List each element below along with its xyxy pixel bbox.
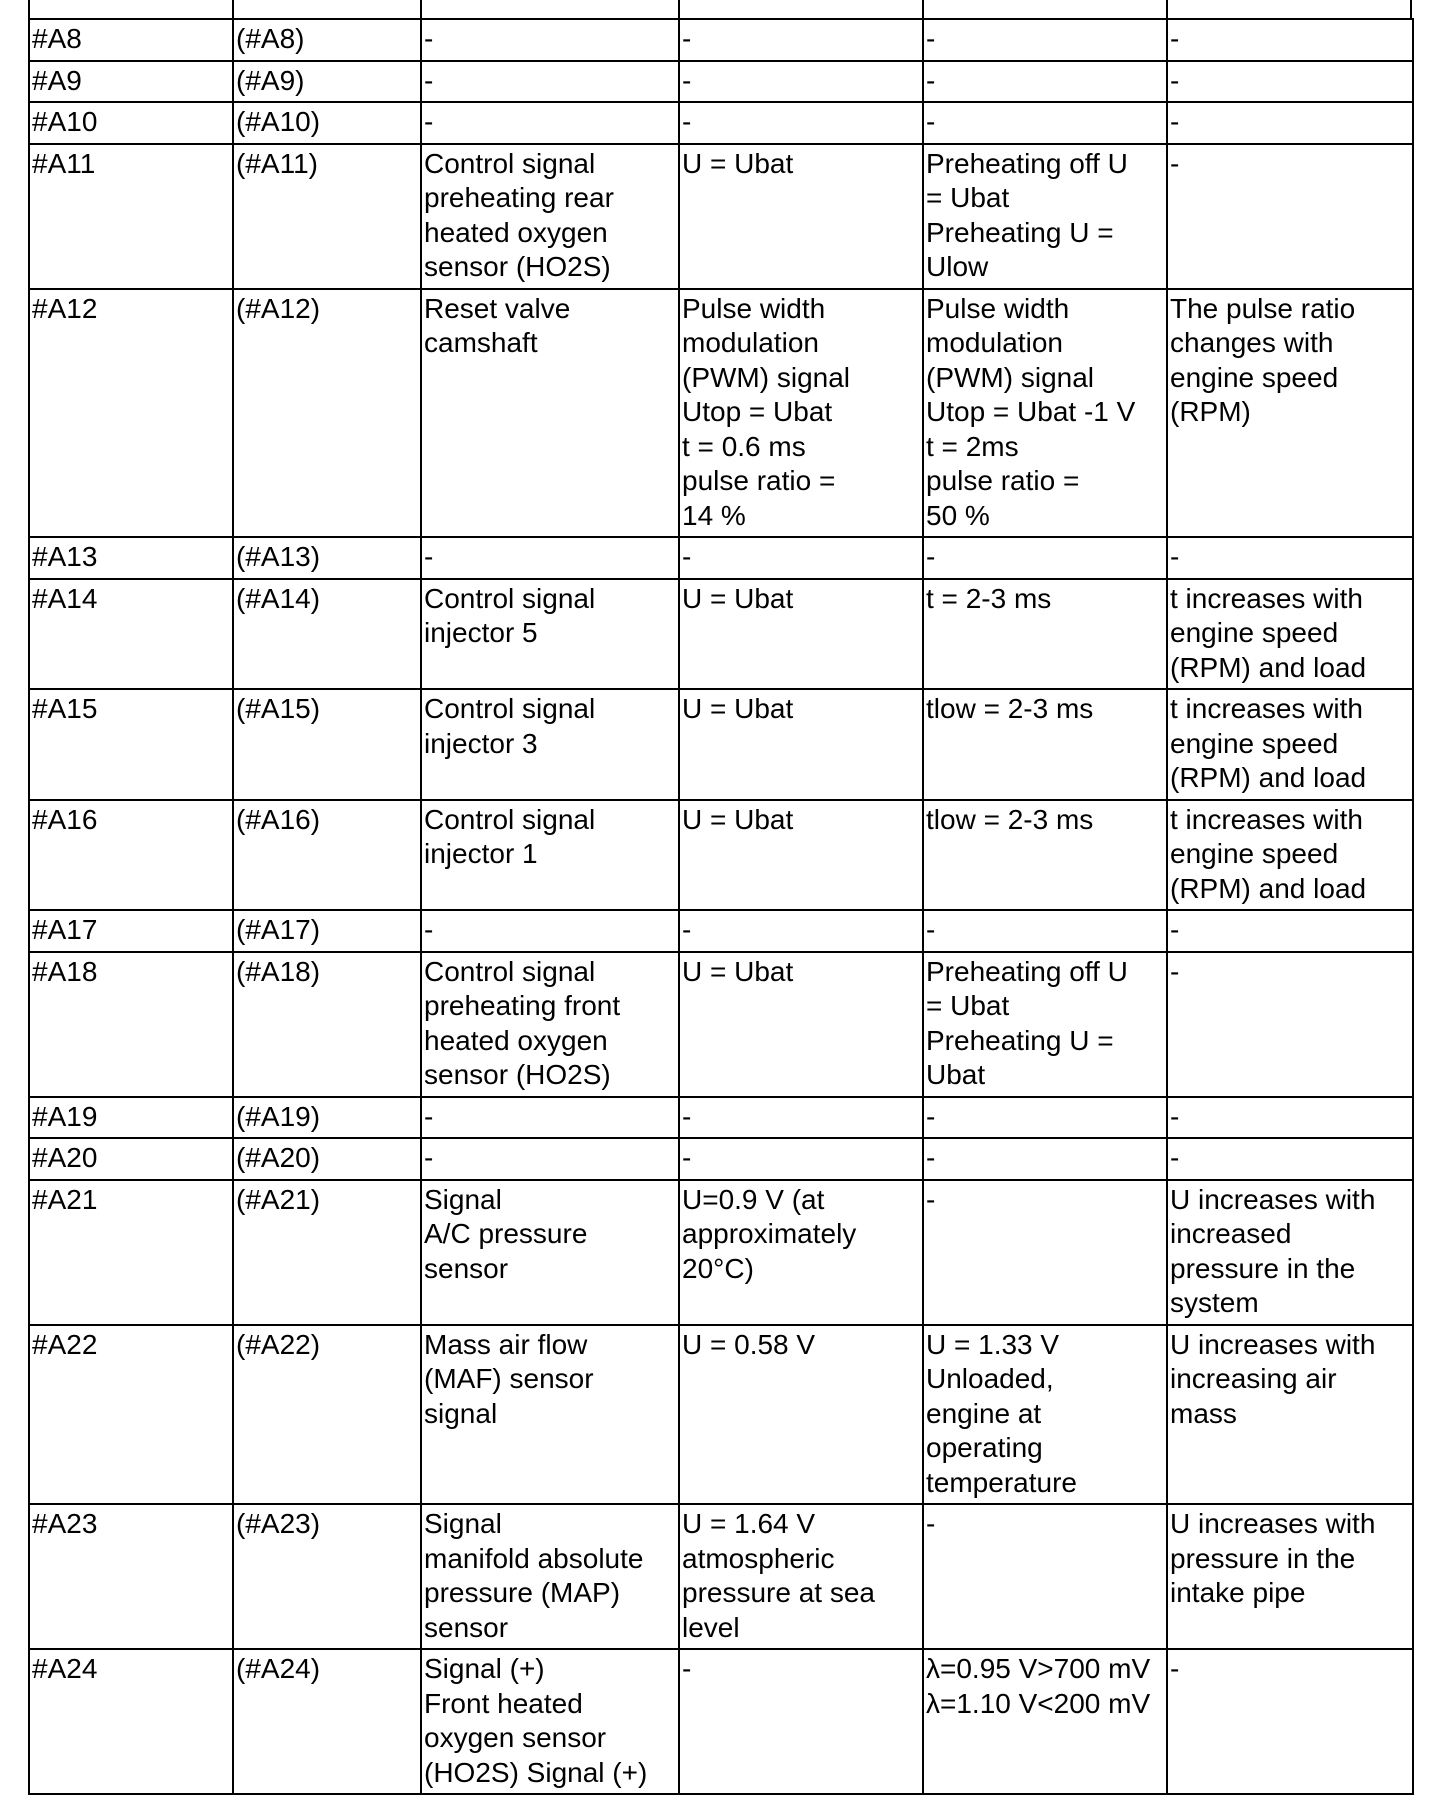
cell-text-line: -: [1170, 147, 1180, 179]
cell-text-line: (RPM) and load: [1170, 651, 1367, 683]
cell-text-line: U=0.9 V (at: [682, 1183, 825, 1215]
cell-text-line: signal: [424, 1397, 498, 1429]
table-row: [29, 144, 1413, 289]
cell-text: (#A15): [236, 693, 321, 724]
cell-text-line: -: [1170, 955, 1180, 987]
remarks-cell: [1167, 1097, 1413, 1139]
cell-text-line: -: [682, 1653, 692, 1684]
pin-cell: [29, 1097, 233, 1139]
value2-cell: [923, 1649, 1167, 1794]
cell-text-line: = Ubat: [926, 182, 1010, 213]
cell-text-line: engine speed: [1170, 838, 1339, 869]
cell-text-line: (RPM) and load: [1170, 872, 1367, 904]
cell-text: (#A17): [236, 914, 321, 945]
cell-text-line: (PWM) signal: [682, 361, 851, 393]
cell-text: #A17: [32, 914, 98, 945]
value1-cell: [679, 144, 923, 289]
cell-text: (#A23): [236, 1508, 321, 1539]
value1-cell: [679, 952, 923, 1097]
cell-text-line: sensor (HO2S): [424, 1059, 611, 1090]
cell-text-line: temperature: [926, 1466, 1077, 1498]
value2-cell: [923, 579, 1167, 690]
pinout-table: [28, 18, 1414, 1795]
remarks-cell: [1167, 289, 1413, 538]
remarks-cell: [1167, 19, 1413, 61]
cell-text: (#A20): [236, 1142, 321, 1173]
remarks-cell: [1167, 1649, 1413, 1794]
cell-text-line: U = 0.58 V: [682, 1328, 816, 1360]
cell-text-line: U increases with: [1170, 1508, 1376, 1539]
cell-text: (#A13): [236, 541, 321, 572]
cell-text-line: changes with: [1170, 327, 1334, 358]
table-row: [29, 800, 1413, 911]
cell-text-line: engine speed: [1170, 361, 1339, 393]
description-cell: [421, 1504, 679, 1649]
cell-text-line: Front heated: [424, 1687, 583, 1719]
value1-cell: [679, 1504, 923, 1649]
cell-text-line: U = Ubat: [682, 693, 794, 724]
cell-text-line: -: [1170, 64, 1180, 96]
table-row: [29, 1138, 1413, 1180]
cell-text-line: oxygen sensor: [424, 1722, 607, 1753]
cell-text-line: U = Ubat: [682, 803, 794, 835]
cell-text-line: Preheating off U: [926, 955, 1128, 987]
pin-cell: [29, 1504, 233, 1649]
pin-cell: [29, 144, 233, 289]
remarks-cell: [1167, 537, 1413, 579]
table-row: [29, 1504, 1413, 1649]
description-cell: [421, 800, 679, 911]
cell-text-line: -: [926, 541, 936, 572]
cell-text: (#A19): [236, 1100, 321, 1132]
value2-cell: [923, 1138, 1167, 1180]
cell-text-line: Unloaded,: [926, 1363, 1054, 1394]
pin-cell: [29, 1649, 233, 1794]
cell-text-line: intake pipe: [1170, 1577, 1306, 1608]
cell-text: (#A12): [236, 292, 321, 324]
value2-cell: [923, 910, 1167, 952]
cell-text-line: approximately: [682, 1218, 857, 1249]
value1-cell: [679, 689, 923, 800]
remarks-cell: [1167, 1180, 1413, 1325]
cell-text-line: 14 %: [682, 499, 746, 531]
cell-text-line: injector 1: [424, 838, 538, 869]
cell-text-line: -: [1170, 1653, 1180, 1684]
cell-text-line: The pulse ratio: [1170, 292, 1356, 324]
cell-text: #A8: [32, 23, 82, 54]
cell-text-line: -: [926, 106, 936, 137]
cell-text-line: U increases with: [1170, 1183, 1376, 1215]
cell-text-line: Pulse width: [682, 292, 826, 324]
pin-cell: [29, 61, 233, 103]
description-cell: [421, 579, 679, 690]
cell-text-line: Pulse width: [926, 292, 1070, 324]
cell-text-line: U = 1.64 V: [682, 1508, 816, 1539]
cell-text: (#A21): [236, 1183, 321, 1215]
cell-text-line: -: [682, 1100, 692, 1132]
table-top-edge: [28, 0, 1412, 18]
description-cell: [421, 1649, 679, 1794]
value1-cell: [679, 102, 923, 144]
column-divider: [420, 0, 422, 18]
cell-text-line: modulation: [682, 327, 819, 358]
value1-cell: [679, 910, 923, 952]
cell-text-line: -: [926, 1183, 936, 1215]
cell-text: #A23: [32, 1508, 98, 1539]
cell-text-line: -: [926, 1508, 936, 1539]
column-divider: [232, 0, 234, 18]
cell-text: (#A10): [236, 106, 321, 137]
value1-cell: [679, 1325, 923, 1505]
cell-text-line: Utop = Ubat -1 V: [926, 396, 1136, 427]
cell-text-line: U increases with: [1170, 1328, 1376, 1360]
cell-text-line: 50 %: [926, 499, 990, 531]
table-row: [29, 910, 1413, 952]
value2-cell: [923, 19, 1167, 61]
cell-text-line: tlow = 2-3 ms: [926, 803, 1094, 835]
cell-text-line: -: [926, 914, 936, 945]
description-cell: [421, 537, 679, 579]
cell-text-line: atmospheric: [682, 1542, 835, 1574]
table-row: [29, 537, 1413, 579]
value1-cell: [679, 1097, 923, 1139]
cell-text-line: modulation: [926, 327, 1063, 358]
cell-text-line: increasing air: [1170, 1363, 1337, 1394]
pin-cell: [29, 19, 233, 61]
cell-text-line: system: [1170, 1287, 1259, 1318]
cell-text-line: -: [424, 1142, 434, 1173]
cell-text-line: tlow = 2-3 ms: [926, 693, 1094, 724]
cell-text: (#A16): [236, 803, 321, 835]
cell-text: #A12: [32, 292, 98, 324]
cell-text-line: -: [682, 914, 692, 945]
pin-cell: [29, 800, 233, 911]
cell-text-line: manifold absolute: [424, 1542, 644, 1574]
value2-cell: [923, 61, 1167, 103]
cell-text-line: -: [926, 1142, 936, 1173]
cell-text-line: A/C pressure: [424, 1218, 588, 1249]
value2-cell: [923, 1325, 1167, 1505]
cell-text: (#A14): [236, 582, 321, 614]
remarks-cell: [1167, 800, 1413, 911]
description-cell: [421, 144, 679, 289]
ref-cell: [233, 1504, 421, 1649]
cell-text-line: U = Ubat: [682, 582, 794, 614]
cell-text-line: U = Ubat: [682, 955, 794, 987]
pin-cell: [29, 689, 233, 800]
description-cell: [421, 19, 679, 61]
cell-text: (#A8): [236, 23, 305, 54]
ref-cell: [233, 800, 421, 911]
ref-cell: [233, 144, 421, 289]
cell-text-line: (RPM): [1170, 396, 1251, 427]
cell-text-line: -: [926, 64, 936, 96]
pin-cell: [29, 1180, 233, 1325]
value1-cell: [679, 537, 923, 579]
cell-text: #A16: [32, 803, 98, 835]
cell-text-line: preheating front: [424, 990, 621, 1021]
ref-cell: [233, 952, 421, 1097]
description-cell: [421, 1180, 679, 1325]
table-row: [29, 689, 1413, 800]
cell-text-line: -: [1170, 23, 1180, 54]
cell-text-line: engine speed: [1170, 727, 1339, 759]
value2-cell: [923, 952, 1167, 1097]
remarks-cell: [1167, 1325, 1413, 1505]
remarks-cell: [1167, 102, 1413, 144]
ref-cell: [233, 1180, 421, 1325]
cell-text-line: -: [424, 23, 434, 54]
value1-cell: [679, 1180, 923, 1325]
cell-text-line: sensor: [424, 1252, 509, 1284]
table-row: [29, 102, 1413, 144]
value1-cell: [679, 579, 923, 690]
cell-text-line: engine at: [926, 1397, 1042, 1429]
cell-text-line: λ=0.95 V>700 mV: [926, 1653, 1151, 1684]
description-cell: [421, 689, 679, 800]
cell-text-line: heated oxygen: [424, 216, 608, 248]
description-cell: [421, 1097, 679, 1139]
ref-cell: [233, 910, 421, 952]
cell-text-line: t increases with: [1170, 803, 1363, 835]
cell-text-line: t increases with: [1170, 693, 1363, 724]
column-divider: [1166, 0, 1168, 18]
cell-text-line: = Ubat: [926, 990, 1010, 1021]
pin-cell: [29, 102, 233, 144]
value1-cell: [679, 61, 923, 103]
table-row: [29, 579, 1413, 690]
cell-text-line: -: [1170, 1100, 1180, 1132]
description-cell: [421, 952, 679, 1097]
cell-text-line: camshaft: [424, 327, 538, 358]
cell-text-line: Control signal: [424, 147, 596, 179]
pin-cell: [29, 1325, 233, 1505]
cell-text-line: sensor (HO2S): [424, 251, 611, 282]
cell-text-line: mass: [1170, 1397, 1237, 1429]
cell-text-line: (PWM) signal: [926, 361, 1095, 393]
cell-text: (#A9): [236, 64, 305, 96]
cell-text-line: -: [424, 541, 434, 572]
remarks-cell: [1167, 689, 1413, 800]
cell-text: #A15: [32, 693, 98, 724]
cell-text: (#A24): [236, 1653, 321, 1684]
value2-cell: [923, 537, 1167, 579]
cell-text: (#A18): [236, 955, 321, 987]
remarks-cell: [1167, 144, 1413, 289]
cell-text-line: Signal: [424, 1508, 502, 1539]
column-divider: [1410, 0, 1412, 18]
cell-text-line: -: [1170, 914, 1180, 945]
cell-text-line: (HO2S) Signal (+): [424, 1756, 648, 1788]
value2-cell: [923, 1180, 1167, 1325]
ref-cell: [233, 1649, 421, 1794]
cell-text-line: pressure (MAP): [424, 1577, 621, 1608]
value1-cell: [679, 289, 923, 538]
cell-text-line: Preheating U =: [926, 216, 1114, 248]
cell-text-line: -: [424, 914, 434, 945]
cell-text-line: Preheating off U: [926, 147, 1128, 179]
cell-text-line: λ=1.10 V<200 mV: [926, 1687, 1151, 1719]
description-cell: [421, 102, 679, 144]
cell-text-line: -: [424, 1100, 434, 1132]
table-row: [29, 1325, 1413, 1505]
value1-cell: [679, 1138, 923, 1180]
cell-text-line: -: [926, 1100, 936, 1132]
cell-text-line: U = 1.33 V: [926, 1328, 1060, 1360]
cell-text-line: Control signal: [424, 582, 596, 614]
cell-text: #A14: [32, 582, 98, 614]
cell-text: #A24: [32, 1653, 98, 1684]
column-divider: [678, 0, 680, 18]
ref-cell: [233, 1097, 421, 1139]
value1-cell: [679, 800, 923, 911]
ref-cell: [233, 537, 421, 579]
cell-text-line: increased: [1170, 1218, 1292, 1249]
remarks-cell: [1167, 1504, 1413, 1649]
ref-cell: [233, 289, 421, 538]
cell-text-line: heated oxygen: [424, 1024, 608, 1056]
cell-text-line: U = Ubat: [682, 147, 794, 179]
cell-text-line: Control signal: [424, 955, 596, 987]
column-divider: [28, 0, 30, 18]
cell-text-line: t = 2ms: [926, 430, 1019, 462]
cell-text-line: -: [926, 23, 936, 54]
cell-text-line: -: [424, 106, 434, 137]
cell-text-line: Signal: [424, 1183, 502, 1215]
value1-cell: [679, 19, 923, 61]
cell-text-line: -: [1170, 541, 1180, 572]
ref-cell: [233, 19, 421, 61]
cell-text: (#A11): [236, 147, 318, 179]
cell-text-line: Mass air flow: [424, 1328, 588, 1360]
cell-text: #A22: [32, 1328, 98, 1360]
cell-text-line: Reset valve: [424, 292, 571, 324]
cell-text-line: 20°C): [682, 1252, 754, 1284]
cell-text-line: pulse ratio =: [682, 465, 836, 496]
ref-cell: [233, 1138, 421, 1180]
cell-text-line: -: [682, 1142, 692, 1173]
table-row: [29, 61, 1413, 103]
description-cell: [421, 61, 679, 103]
cell-text-line: Ubat: [926, 1059, 986, 1090]
ref-cell: [233, 1325, 421, 1505]
table-row: [29, 952, 1413, 1097]
cell-text-line: injector 5: [424, 617, 538, 648]
cell-text-line: Utop = Ubat: [682, 396, 833, 427]
pinout-table-sheet: [28, 18, 1412, 1795]
ref-cell: [233, 102, 421, 144]
cell-text-line: level: [682, 1611, 740, 1643]
table-row: [29, 289, 1413, 538]
cell-text-line: Control signal: [424, 803, 596, 835]
cell-text: #A18: [32, 955, 98, 987]
cell-text-line: -: [1170, 1142, 1180, 1173]
table-row: [29, 1180, 1413, 1325]
cell-text-line: -: [1170, 106, 1180, 137]
value2-cell: [923, 144, 1167, 289]
remarks-cell: [1167, 61, 1413, 103]
table-row: [29, 1649, 1413, 1794]
pin-cell: [29, 1138, 233, 1180]
cell-text-line: pressure in the: [1170, 1542, 1356, 1574]
value2-cell: [923, 102, 1167, 144]
ref-cell: [233, 579, 421, 690]
cell-text-line: engine speed: [1170, 617, 1339, 648]
cell-text-line: Control signal: [424, 693, 596, 724]
pin-cell: [29, 537, 233, 579]
cell-text: #A10: [32, 106, 98, 137]
description-cell: [421, 289, 679, 538]
description-cell: [421, 1138, 679, 1180]
cell-text-line: pulse ratio =: [926, 465, 1080, 496]
cell-text-line: -: [682, 64, 692, 96]
cell-text: #A13: [32, 541, 98, 572]
cell-text-line: Signal (+): [424, 1653, 545, 1684]
value2-cell: [923, 1097, 1167, 1139]
cell-text-line: (MAF) sensor: [424, 1363, 594, 1394]
description-cell: [421, 910, 679, 952]
description-cell: [421, 1325, 679, 1505]
cell-text-line: t = 0.6 ms: [682, 430, 806, 462]
cell-text-line: -: [682, 23, 692, 54]
ref-cell: [233, 689, 421, 800]
value2-cell: [923, 689, 1167, 800]
table-body: [29, 19, 1413, 1794]
cell-text: #A19: [32, 1100, 98, 1132]
table-row: [29, 19, 1413, 61]
value1-cell: [679, 1649, 923, 1794]
cell-text-line: t increases with: [1170, 582, 1363, 614]
cell-text: #A21: [32, 1183, 98, 1215]
value2-cell: [923, 800, 1167, 911]
pin-cell: [29, 579, 233, 690]
cell-text-line: pressure at sea: [682, 1577, 875, 1608]
remarks-cell: [1167, 910, 1413, 952]
cell-text-line: Ulow: [926, 251, 989, 282]
cell-text-line: injector 3: [424, 727, 538, 759]
pin-cell: [29, 910, 233, 952]
cell-text-line: (RPM) and load: [1170, 762, 1367, 793]
value2-cell: [923, 1504, 1167, 1649]
cell-text-line: pressure in the: [1170, 1252, 1356, 1284]
cell-text-line: operating: [926, 1432, 1043, 1463]
remarks-cell: [1167, 952, 1413, 1097]
cell-text: #A20: [32, 1142, 98, 1173]
cell-text: (#A22): [236, 1328, 321, 1360]
table-row: [29, 1097, 1413, 1139]
cell-text-line: t = 2-3 ms: [926, 582, 1052, 614]
pin-cell: [29, 289, 233, 538]
cell-text: #A11: [32, 147, 96, 179]
cell-text-line: -: [682, 541, 692, 572]
cell-text-line: -: [424, 64, 434, 96]
cell-text-line: Preheating U =: [926, 1024, 1114, 1056]
pin-cell: [29, 952, 233, 1097]
cell-text-line: preheating rear: [424, 182, 614, 213]
cell-text-line: sensor: [424, 1611, 509, 1643]
remarks-cell: [1167, 1138, 1413, 1180]
cell-text-line: -: [682, 106, 692, 137]
cell-text: #A9: [32, 64, 82, 96]
column-divider: [922, 0, 924, 18]
value2-cell: [923, 289, 1167, 538]
ref-cell: [233, 61, 421, 103]
remarks-cell: [1167, 579, 1413, 690]
